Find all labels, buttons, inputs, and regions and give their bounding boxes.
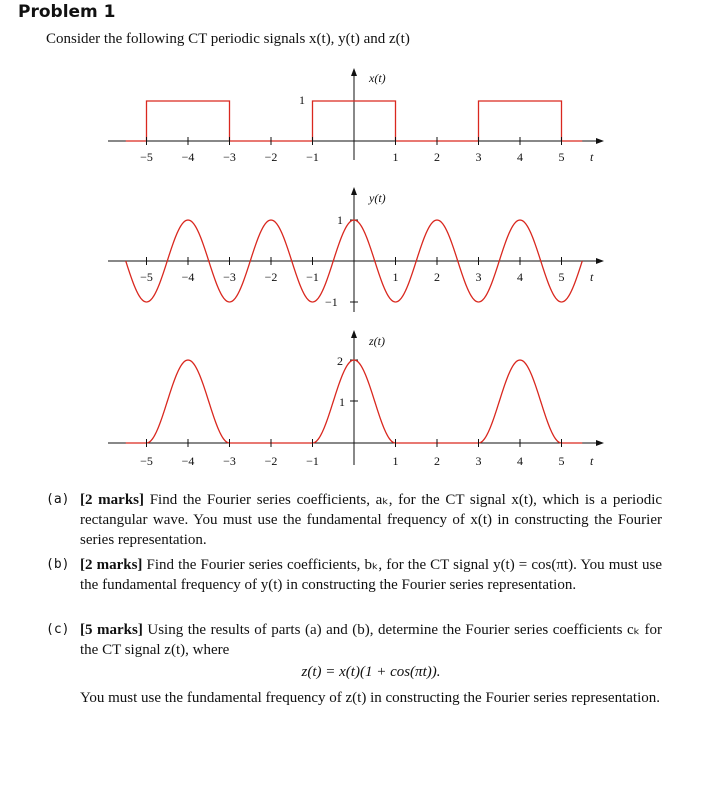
problem-intro: Consider the following CT periodic signals x(t), y(t) and z(t) xyxy=(46,31,410,47)
x-tick-label: 1 xyxy=(392,150,399,164)
y-max-label: 1 xyxy=(337,213,343,227)
part-c xyxy=(46,620,662,708)
z-tick-label: 2 xyxy=(434,454,440,468)
part-a-marks: [2 marks] xyxy=(80,492,145,508)
plot-z xyxy=(108,330,604,468)
x-tick-label: −3 xyxy=(223,150,236,164)
z-t-label: t xyxy=(590,454,594,468)
x-amplitude-axis-arrow xyxy=(351,68,357,76)
part-b-text: Find the Fourier series coefficients, bₖ, for the CT signal y(t) = cos(πt). You must use the fundamental frequency of y(t) in constructing the Fourier series representation. xyxy=(80,557,662,593)
y-min-label: −1 xyxy=(325,295,338,309)
x-tick-label: −4 xyxy=(181,150,195,164)
part-c-tag: (c) xyxy=(46,622,70,637)
part-a xyxy=(46,490,662,550)
y-tick-label: −1 xyxy=(306,270,319,284)
z-tick-label: 3 xyxy=(475,454,482,468)
x-tick-label: 4 xyxy=(517,150,523,164)
part-a-text: Find the Fourier series coefficients, aₖ, for the CT signal x(t), which is a periodic rectangular wave. You must use the fundamental frequency of x(t) in constructing the Fourier series representation. xyxy=(80,492,663,548)
x-amplitude-label: 1 xyxy=(299,93,305,107)
part-a-tag: (a) xyxy=(46,492,70,507)
z-max-label: 2 xyxy=(337,354,343,368)
z-signal-name: z(t) xyxy=(369,334,385,348)
y-tick-label: 5 xyxy=(558,270,565,284)
problem-title: Problem 1 xyxy=(18,2,116,22)
z-mid-label: 1 xyxy=(339,395,345,409)
y-tick-label: 2 xyxy=(434,270,440,284)
x-tick-label: 5 xyxy=(558,150,565,164)
plot-y xyxy=(108,187,604,312)
y-amplitude-axis-arrow xyxy=(351,187,357,195)
z-time-axis-arrow xyxy=(596,440,604,446)
z-tick-label: −1 xyxy=(306,454,319,468)
x-tick-label: −1 xyxy=(306,150,319,164)
y-tick-label: 3 xyxy=(475,270,482,284)
y-signal-name: y(t) xyxy=(369,191,386,205)
y-tick-label: −2 xyxy=(264,270,278,284)
x-tick-label: −2 xyxy=(264,150,278,164)
z-tick-label: 5 xyxy=(558,454,565,468)
y-tick-label: −3 xyxy=(223,270,236,284)
y-tick-label: −4 xyxy=(181,270,195,284)
plot-x xyxy=(108,68,604,164)
x-time-axis-arrow xyxy=(596,138,604,144)
x-signal-name: x(t) xyxy=(369,71,386,85)
y-tick-label: 1 xyxy=(392,270,399,284)
z-tick-label: −2 xyxy=(264,454,278,468)
part-b-marks: [2 marks] xyxy=(80,557,143,573)
part-c-text: Using the results of parts (a) and (b), determine the Fourier series coefficients cₖ for the CT signal z(t), where xyxy=(80,622,663,658)
z-tick-label: −5 xyxy=(140,454,153,468)
y-tick-label: −5 xyxy=(140,270,153,284)
y-tick-label: 4 xyxy=(517,270,523,284)
z-tick-label: −3 xyxy=(223,454,236,468)
part-c-equation: z(t) = x(t)(1 + cos(πt)). xyxy=(301,664,441,680)
z-tick-label: 4 xyxy=(517,454,523,468)
x-tick-label: 2 xyxy=(434,150,440,164)
part-c-marks: [5 marks] xyxy=(80,622,143,638)
y-t-label: t xyxy=(590,270,594,284)
y-time-axis-arrow xyxy=(596,258,604,264)
z-tick-label: −4 xyxy=(181,454,195,468)
z-tick-label: 1 xyxy=(392,454,399,468)
x-t-label: t xyxy=(590,150,594,164)
x-tick-label: −5 xyxy=(140,150,153,164)
part-c-after: You must use the fundamental frequency of z(t) in constructing the Fourier series representation. xyxy=(80,690,660,706)
part-b xyxy=(46,555,662,595)
z-amplitude-axis-arrow xyxy=(351,330,357,338)
signal-plots xyxy=(0,60,702,480)
x-tick-label: 3 xyxy=(475,150,482,164)
part-b-tag: (b) xyxy=(46,557,70,572)
